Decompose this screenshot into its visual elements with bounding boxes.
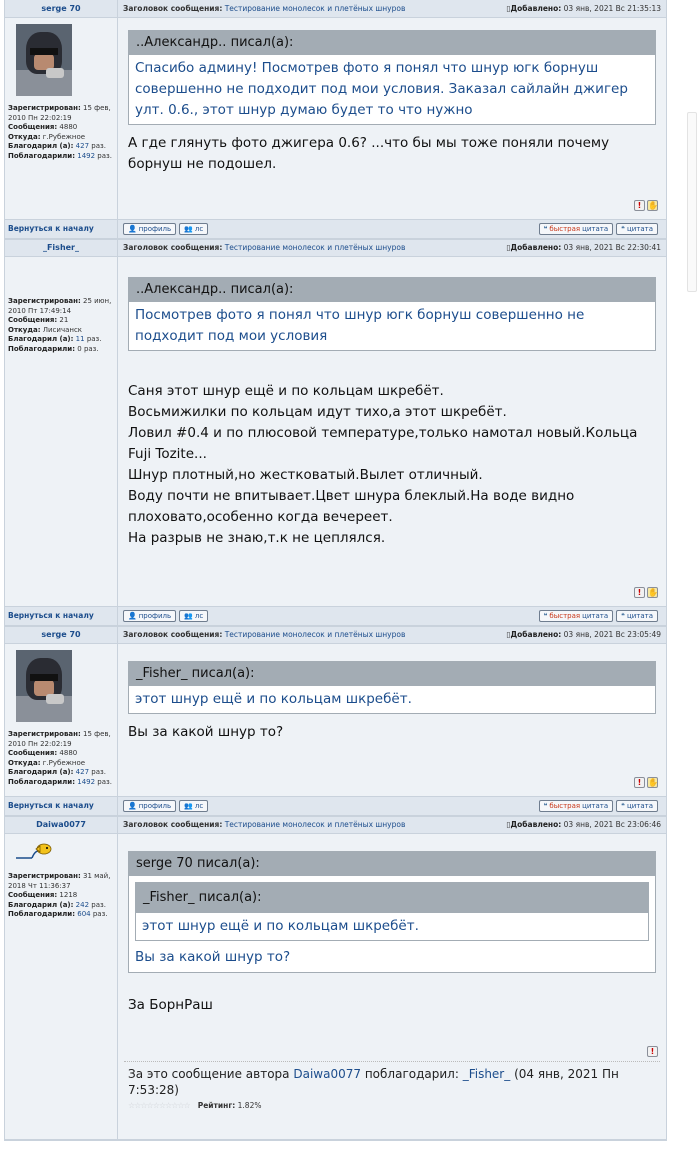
message-line: Шнур плотный,но жестковатый.Вылет отличный.	[128, 467, 483, 483]
quote-label: цитата	[626, 612, 653, 620]
messages-value: 1218	[59, 891, 78, 899]
post	[5, 817, 666, 1139]
scrollbar[interactable]	[687, 112, 697, 292]
nested-quote-block	[135, 882, 649, 941]
thanked-by-label: Поблагодарили:	[8, 344, 75, 353]
post-date: ▯Добавлено: 03 янв, 2021 Вс 21:35:13	[506, 4, 661, 13]
rating-value: 1.82%	[237, 1101, 262, 1110]
quote-label: цитата	[626, 225, 653, 233]
quote-block	[128, 851, 656, 973]
pm-label: лс	[194, 802, 204, 810]
registered-value: 25 июн, 2010 Пт 17:49:14	[8, 297, 112, 315]
rating-stars-icon: ☆☆☆☆☆☆☆☆☆☆	[128, 1101, 190, 1110]
quote-icon: ❝	[543, 225, 548, 233]
author-info	[5, 644, 117, 796]
post-author[interactable]: _Fisher_	[5, 240, 117, 256]
pm-button[interactable]	[179, 800, 208, 812]
message-line: На разрыв не знаю,т.к не цеплялся.	[128, 530, 386, 546]
date-value: 03 янв, 2021 Вс 22:30:41	[563, 243, 661, 252]
users-icon: 👥	[184, 802, 193, 810]
quick-quote-button[interactable]	[539, 223, 614, 235]
thanked-by-label: Поблагодарили:	[8, 151, 75, 160]
from-label: Откуда:	[8, 758, 41, 767]
avatar	[16, 650, 72, 722]
topic-link[interactable]: Тестирование монолесок и плетёных шнуров	[224, 820, 406, 829]
from-value: г.Рубежное	[42, 132, 86, 141]
registered-label: Зарегистрирован:	[8, 872, 81, 880]
thanked-link[interactable]: 242	[75, 900, 90, 909]
profile-label: профиль	[138, 802, 172, 810]
pm-label: лс	[194, 612, 204, 620]
quote-header: serge 70 писал(а):	[128, 851, 656, 876]
quote-label: цитата	[626, 802, 653, 810]
thank-icon[interactable]: ✋	[648, 201, 658, 210]
post-date: ▯Добавлено: 03 янв, 2021 Вс 23:05:49	[506, 630, 661, 639]
profile-button[interactable]	[123, 223, 176, 235]
report-icon[interactable]: !	[647, 1046, 658, 1057]
post-subject-bar	[118, 0, 666, 17]
report-icon[interactable]: !	[634, 587, 645, 598]
quote-text: этот шнур ещё и по кольцам шкребёт.	[128, 686, 656, 714]
date-label: Добавлено:	[510, 820, 562, 829]
post-author[interactable]: Daiwa0077	[5, 817, 117, 833]
registered-value: 31 май, 2018 Чт 11:36:37	[8, 872, 111, 890]
registered-value: 15 фев, 2010 Пн 22:02:19	[8, 730, 111, 748]
times-label: раз.	[86, 335, 102, 343]
quick-quote-button[interactable]	[539, 800, 614, 812]
nested-quote-header: _Fisher_ писал(а):	[135, 882, 649, 913]
times-label: раз.	[91, 142, 106, 150]
message-line: Воду почти не впитывает.Цвет шнура блеклый.На воде видно плоховато,особенно когда вечереет.	[128, 488, 575, 525]
messages-value: 21	[59, 316, 69, 324]
post-date: ▯Добавлено: 03 янв, 2021 Вс 22:30:41	[506, 243, 661, 252]
quick-label: быстрая	[549, 612, 581, 620]
users-icon: 👥	[184, 225, 193, 233]
quote-label: цитата	[582, 802, 609, 810]
messages-label: Сообщения:	[8, 891, 58, 899]
author-info	[5, 834, 117, 1139]
topic-link[interactable]: Тестирование монолесок и плетёных шнуров	[224, 4, 406, 13]
date-value: 03 янв, 2021 Вс 23:06:46	[563, 820, 661, 829]
messages-value: 4880	[59, 123, 78, 131]
from-value: г.Рубежное	[42, 758, 86, 767]
messages-label: Сообщения:	[8, 749, 58, 757]
quick-label: быстрая	[549, 225, 581, 233]
quote-button[interactable]	[616, 223, 658, 235]
report-icon[interactable]: !	[634, 200, 645, 211]
post-date: ▯Добавлено: 03 янв, 2021 Вс 23:06:46	[506, 820, 661, 829]
post-author[interactable]: serge 70	[5, 627, 117, 643]
thanks-user-link[interactable]: _Fisher_	[462, 1067, 511, 1081]
profile-button[interactable]	[123, 610, 176, 622]
thanked-link[interactable]: 11	[75, 335, 85, 343]
avatar	[16, 24, 72, 96]
post-message	[124, 381, 660, 549]
post-content	[118, 644, 666, 796]
thanks-notice	[124, 1061, 660, 1098]
post-subject-bar	[118, 627, 666, 643]
times-label: раз.	[92, 910, 108, 918]
thanked-by-link[interactable]: 604	[77, 910, 91, 918]
thanked-by-link[interactable]: 1492	[77, 151, 96, 160]
post-content	[118, 18, 666, 219]
quote-text: Вы за какой шнур то?	[135, 949, 291, 965]
quote-label: цитата	[582, 612, 609, 620]
nested-quote-text: этот шнур ещё и по кольцам шкребёт.	[135, 913, 649, 941]
times-label: раз.	[83, 344, 99, 353]
report-icon[interactable]: !	[634, 777, 645, 788]
times-label: раз.	[91, 768, 106, 776]
quote-button[interactable]	[616, 800, 658, 812]
thanked-label: Благодарил (а):	[8, 335, 74, 343]
messages-label: Сообщения:	[8, 123, 58, 131]
date-value: 03 янв, 2021 Вс 23:05:49	[563, 630, 661, 639]
date-label: Добавлено:	[510, 630, 562, 639]
quick-label: быстрая	[549, 802, 581, 810]
thanked-link[interactable]: 427	[75, 768, 90, 776]
post-message: За БорнРаш	[128, 997, 213, 1013]
quote-body	[128, 876, 656, 973]
thanked-by-label: Поблагодарили:	[8, 910, 75, 918]
quote-label: цитата	[582, 225, 609, 233]
times-label: раз.	[97, 777, 112, 786]
quote-icon: ❝	[621, 802, 625, 810]
from-label: Откуда:	[8, 325, 41, 334]
post	[5, 0, 666, 238]
quote-icon: ❝	[543, 802, 548, 810]
post-content	[118, 834, 666, 1139]
registered-value: 15 фев, 2010 Пн 22:02:19	[8, 104, 111, 122]
registered-label: Зарегистрирован:	[8, 297, 81, 305]
thanks-date: (04 янв, 2021 Пн 7:53:28)	[128, 1067, 619, 1097]
fish-avatar-icon	[14, 840, 54, 862]
post-message: Вы за какой шнур то?	[128, 724, 284, 740]
topic-link[interactable]: Тестирование монолесок и плетёных шнуров	[224, 243, 406, 252]
post-subject-bar	[118, 240, 666, 256]
message-line: Восьмижилки по кольцам идут тихо,а этот шкребёт.	[128, 404, 507, 420]
quote-block	[128, 661, 656, 714]
back-to-top-link[interactable]: Вернуться к началу	[5, 607, 117, 625]
thank-icon[interactable]: ✋	[648, 778, 658, 787]
date-label: Добавлено:	[510, 4, 562, 13]
pm-button[interactable]	[179, 610, 208, 622]
post-message: А где глянуть фото джигера 0.6? ...что бы мы тоже поняли почему борнуш не подошел.	[128, 135, 610, 172]
quote-button[interactable]	[616, 610, 658, 622]
pm-button[interactable]	[179, 223, 208, 235]
thanked-label: Благодарил (а):	[8, 900, 74, 909]
topic-link[interactable]: Тестирование монолесок и плетёных шнуров	[224, 630, 406, 639]
pm-label: лс	[194, 225, 204, 233]
post-subject-bar	[118, 817, 666, 833]
date-label: Добавлено:	[510, 243, 562, 252]
thanked-label: Благодарил (а):	[8, 142, 74, 150]
post	[5, 240, 666, 625]
back-to-top-link[interactable]: Вернуться к началу	[5, 220, 117, 238]
from-label: Откуда:	[8, 132, 41, 141]
author-info	[5, 257, 117, 606]
profile-button[interactable]	[123, 800, 176, 812]
quote-header: _Fisher_ писал(а):	[128, 661, 656, 686]
thanks-prefix: За это сообщение автора	[128, 1067, 290, 1081]
quote-icon: ❝	[543, 612, 548, 620]
back-to-top-link[interactable]: Вернуться к началу	[5, 797, 117, 815]
thank-icon[interactable]: ✋	[648, 588, 658, 597]
subject-label: Заголовок сообщения:	[123, 820, 223, 829]
subject-label: Заголовок сообщения:	[123, 243, 223, 252]
thanked-by-label: Поблагодарили:	[8, 777, 75, 786]
registered-label: Зарегистрирован:	[8, 730, 81, 738]
times-label: раз.	[97, 151, 112, 160]
thanked-label: Благодарил (а):	[8, 768, 74, 776]
times-label: раз.	[91, 900, 106, 909]
thanked-link[interactable]: 427	[75, 142, 90, 150]
message-line: Ловил #0.4 и по плюсовой температуре,только намотал новый.Кольца Fuji Tozite...	[128, 425, 638, 462]
quote-header: ..Александр.. писал(а):	[128, 277, 656, 302]
registered-label: Зарегистрирован:	[8, 104, 81, 112]
messages-label: Сообщения:	[8, 316, 58, 324]
quote-text: Посмотрев фото я понял что шнур югк борнуш совершенно не подходит под мои условия	[128, 302, 656, 351]
user-icon: 👤	[128, 612, 137, 620]
post-author[interactable]: serge 70	[5, 0, 117, 17]
forum-thread	[4, 0, 667, 1141]
subject-label: Заголовок сообщения:	[123, 630, 223, 639]
quote-header: ..Александр.. писал(а):	[128, 30, 656, 55]
quick-quote-button[interactable]	[539, 610, 614, 622]
quote-icon: ❝	[621, 225, 625, 233]
thanks-mid: поблагодарил:	[364, 1067, 459, 1081]
post	[5, 627, 666, 815]
quote-icon: ❝	[621, 612, 625, 620]
user-icon: 👤	[128, 225, 137, 233]
post-content	[118, 257, 666, 606]
quote-block	[128, 30, 656, 125]
date-value: 03 янв, 2021 Вс 21:35:13	[563, 4, 661, 13]
thanked-by-link[interactable]: 1492	[77, 777, 96, 786]
quote-text: Спасибо админу! Посмотрев фото я понял что шнур югк борнуш совершенно не подходит под мои условия. Заказал сайлайн джигер улт. 0.6., этот шнур думаю будет то что нужно	[128, 55, 656, 125]
author-info	[5, 18, 117, 219]
users-icon: 👥	[184, 612, 193, 620]
thanks-author-link[interactable]: Daiwa0077	[293, 1067, 361, 1081]
profile-label: профиль	[138, 612, 172, 620]
message-line: Саня этот шнур ещё и по кольцам шкребёт.	[128, 383, 444, 399]
profile-label: профиль	[138, 225, 172, 233]
messages-value: 4880	[59, 749, 78, 757]
from-value: Лисичанск	[42, 325, 83, 334]
quote-block	[128, 277, 656, 351]
subject-label: Заголовок сообщения:	[123, 4, 223, 13]
rating	[124, 1101, 660, 1110]
user-icon: 👤	[128, 802, 137, 810]
thanked-by-value: 0	[77, 344, 82, 353]
rating-label: Рейтинг:	[197, 1101, 236, 1110]
